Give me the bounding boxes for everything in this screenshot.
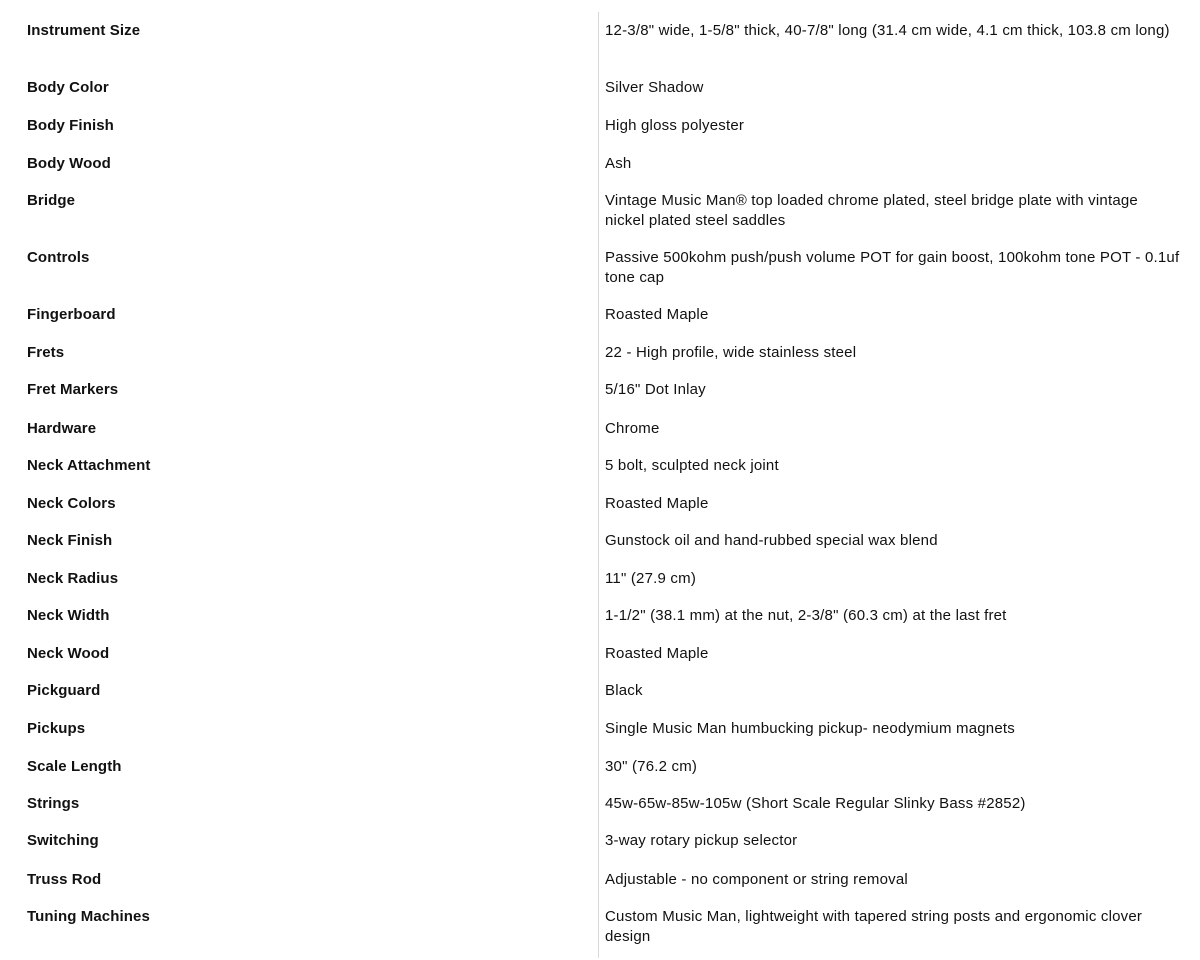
spec-label: Switching [27, 832, 99, 849]
spec-value: Roasted Maple [605, 645, 709, 662]
spec-value: Black [605, 682, 643, 699]
spec-value: Vintage Music Man® top loaded chrome plated, steel bridge plate with vintage nickel plated steel saddles [605, 192, 1138, 229]
spec-value: 5 bolt, sculpted neck joint [605, 457, 779, 474]
spec-value: 1-1/2" (38.1 mm) at the nut, 2-3/8" (60.3 cm) at the last fret [605, 607, 1007, 624]
spec-value: High gloss polyester [605, 117, 745, 134]
spec-label: Controls [27, 249, 90, 266]
spec-label: Bridge [27, 192, 76, 209]
spec-value: 30" (76.2 cm) [605, 758, 698, 775]
spec-label: Frets [27, 344, 65, 361]
spec-label: Fingerboard [27, 306, 116, 323]
spec-label: Truss Rod [27, 871, 102, 888]
spec-value: Ash [605, 155, 632, 172]
spec-label: Neck Attachment [27, 457, 151, 474]
spec-label: Instrument Size [27, 22, 141, 39]
spec-value: Roasted Maple [605, 495, 709, 512]
spec-label: Neck Finish [27, 532, 113, 549]
spec-label: Body Wood [27, 155, 111, 172]
spec-label: Strings [27, 795, 80, 812]
spec-label: Tuning Machines [27, 908, 150, 925]
spec-label: Neck Wood [27, 645, 110, 662]
spec-value: 45w-65w-85w-105w (Short Scale Regular Slinky Bass #2852) [605, 795, 1026, 812]
spec-value: 5/16" Dot Inlay [605, 381, 706, 398]
spec-value: 22 - High profile, wide stainless steel [605, 344, 857, 361]
spec-value: 3-way rotary pickup selector [605, 832, 798, 849]
spec-value: Silver Shadow [605, 79, 704, 96]
spec-label: Fret Markers [27, 381, 119, 398]
spec-label: Neck Width [27, 607, 110, 624]
spec-label: Hardware [27, 420, 97, 437]
spec-label: Body Finish [27, 117, 114, 134]
spec-label: Pickups [27, 720, 86, 737]
spec-label: Body Color [27, 79, 109, 96]
spec-value: Custom Music Man, lightweight with tapered string posts and ergonomic clover design [605, 908, 1143, 945]
spec-label: Neck Radius [27, 570, 119, 587]
spec-value: Chrome [605, 420, 660, 437]
spec-value: Passive 500kohm push/push volume POT for gain boost, 100kohm tone POT - 0.1uf tone cap [605, 249, 1180, 286]
spec-value: 12-3/8" wide, 1-5/8" thick, 40-7/8" long (31.4 cm wide, 4.1 cm thick, 103.8 cm long) [605, 22, 1170, 39]
spec-value: 11" (27.9 cm) [605, 570, 697, 587]
spec-value: Roasted Maple [605, 306, 709, 323]
spec-label: Scale Length [27, 758, 122, 775]
spec-label: Pickguard [27, 682, 101, 699]
column-divider [598, 12, 599, 958]
spec-value: Adjustable - no component or string removal [605, 871, 908, 888]
spec-label: Neck Colors [27, 495, 116, 512]
spec-value: Single Music Man humbucking pickup- neodymium magnets [605, 720, 1015, 737]
spec-value: Gunstock oil and hand-rubbed special wax blend [605, 532, 938, 549]
